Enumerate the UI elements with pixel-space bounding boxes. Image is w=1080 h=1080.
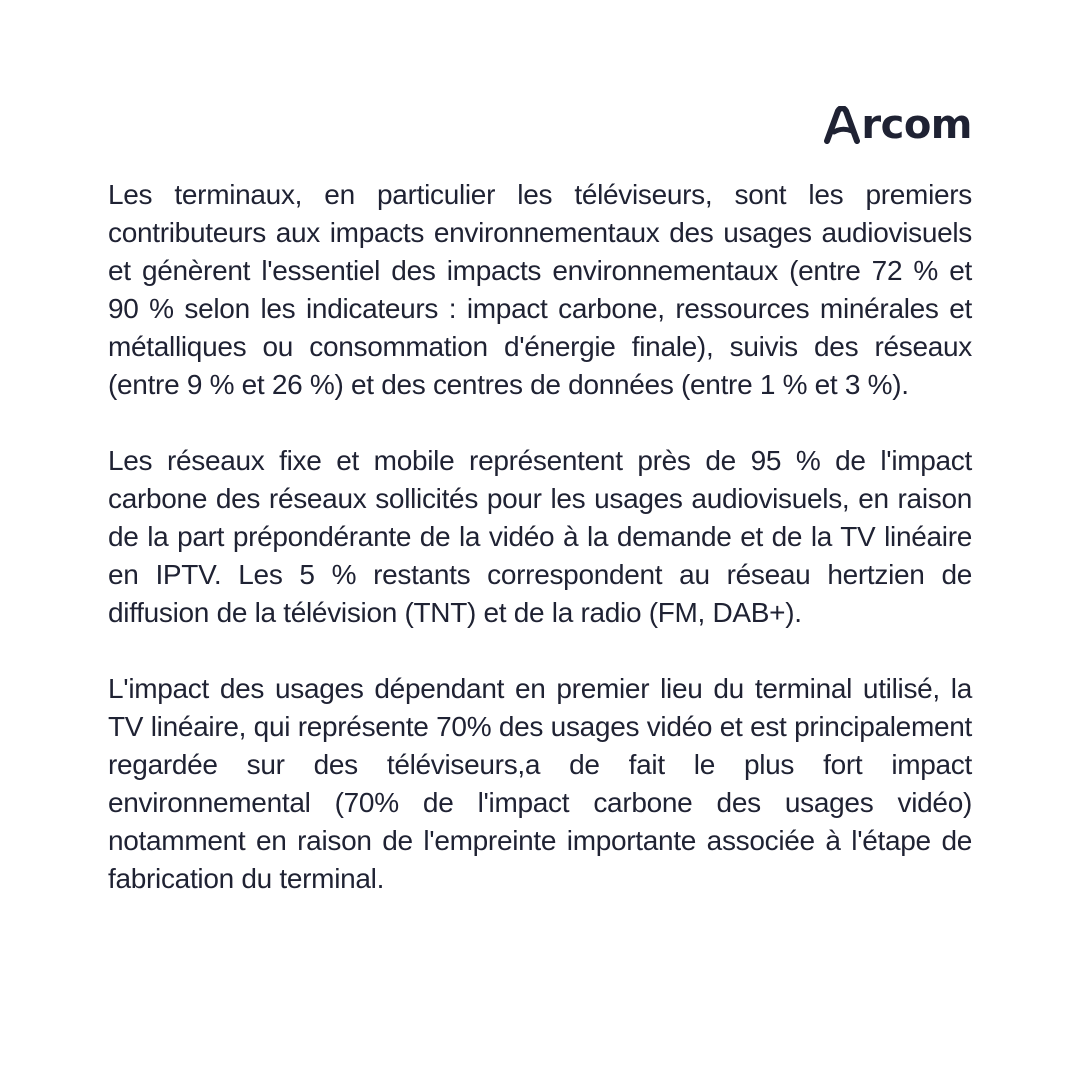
paragraph-terminaux: Les terminaux, en particulier les téléviseurs, sont les premiers contributeurs aux impacts environnementaux des usages audiovisuels et génèrent l'essentiel des impacts environnementaux (entre 72 % et 90 % selon les indicateurs : impact carbone, ressources minérales et métalliques ou consommation d'énergie finale), suivis des réseaux (entre 9 % et 26 %) et des centres de données (entre 1 % et 3 %). bbox=[108, 179, 972, 400]
document-body bbox=[108, 176, 972, 936]
paragraph-tv-lineaire: L'impact des usages dépendant en premier lieu du terminal utilisé, la TV linéaire, qui représente 70% des usages vidéo et est principalement regardée sur des téléviseurs,a de fait le plus fort impact environnemental (70% de l'impact carbone des usages vidéo) notamment en raison de l'empreinte importante associée à l'étape de fabrication du terminal. bbox=[108, 673, 972, 894]
paragraph-reseaux: Les réseaux fixe et mobile représentent près de 95 % de l'impact carbone des réseaux sollicités pour les usages audiovisuels, en raison de la part prépondérante de la vidéo à la demande et de la TV linéaire en IPTV. Les 5 % restants correspondent au réseau hertzien de diffusion de la télévision (TNT) et de la radio (FM, DAB+). bbox=[108, 445, 972, 628]
arcom-a-logo-icon bbox=[824, 106, 860, 144]
logo-wordmark: rcom bbox=[861, 102, 972, 148]
arcom-logo bbox=[824, 104, 972, 146]
